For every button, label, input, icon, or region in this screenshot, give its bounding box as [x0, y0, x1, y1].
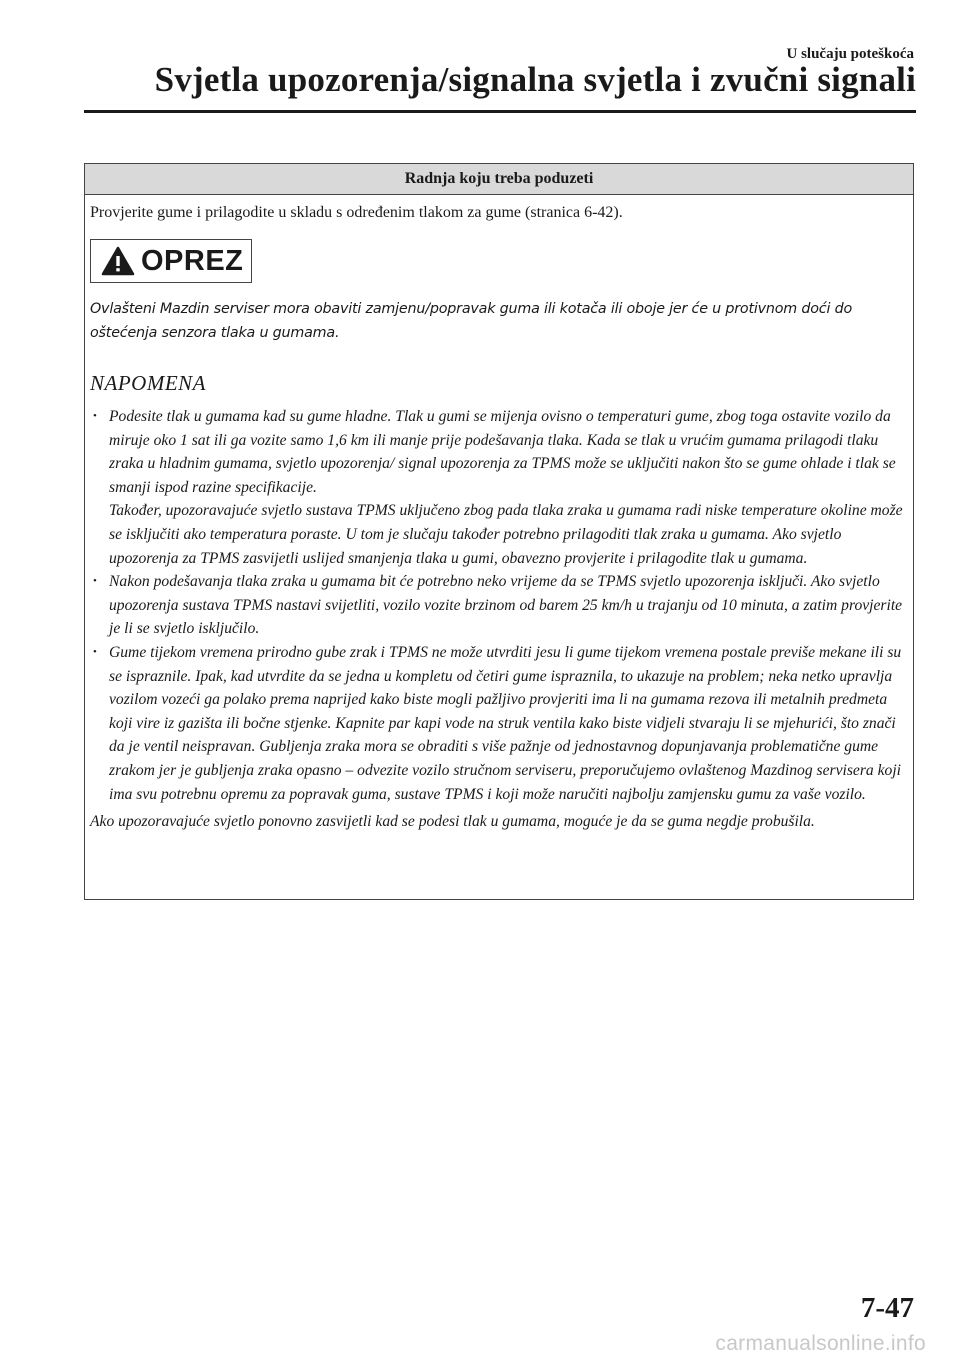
- note-list: [90, 405, 908, 806]
- page-number: 7-47: [860, 1292, 914, 1324]
- caution-text: Ovlašteni Mazdin serviser mora obaviti zamjenu/popravak guma ili kotača ili oboje jer će u protivnom doći do oštećenja senzora tlaka u gumama.: [90, 301, 852, 341]
- note-title: NAPOMENA: [90, 371, 206, 395]
- action-box-body: [85, 195, 913, 834]
- note-paragraph: • Nakon podešavanja tlaka zraka u gumama bit će potrebno neko vrijeme da se TPMS svjetlo upozorenja isključi. Ako svjetlo upozorenja sustava TPMS nastavi svijetliti, vozilo vozite brzinom od barem 25 km/h u trajanju od 10 minuta, a zatim provjerite je li se svjetlo isključilo.: [109, 573, 903, 638]
- note-paragraph: • Gume tijekom vremena prirodno gube zrak i TPMS ne može utvrditi jesu li gume tijekom vremena postale previše mekane ili su se ispraznile. Ipak, kad utvrdite da se jedna u kompletu od četiri gume ispraznila, to ukazuje na problem; neka netko upravlja vozilom vozeći ga polako prema naprijed kako biste mogli pažljivo provjeriti ima li na gumama rezova ili metalnih predmeta koji vire iz gazišta ili bočne stjenke. Kapnite par kapi vode na struk ventila kako biste vidjeli stvaraju li se mjehurići, što znači da je ventil neispravan. Gubljenja zraka mora se obraditi s više pažnje od jednostavnog dopunjavanja problematične gume zrakom jer je gubljenja zraka opasno – odvezite vozilo stručnom serviseru, preporučujemo ovlaštenog Mazdinog servisera koji ima svu potrebnu opremu za popravak guma, sustave TPMS i koji može naručiti najbolju zamjensku gumu za vaše vozilo.: [109, 643, 902, 803]
- warning-triangle-icon: [101, 246, 135, 276]
- action-intro: Provjerite gume i prilagodite u skladu s određenim tlakom za gume (stranica 6-42).: [90, 204, 623, 221]
- caution-badge: [90, 239, 252, 283]
- note-paragraph: • Podesite tlak u gumama kad su gume hladne. Tlak u gumi se mijenja ovisno o temperaturi gume, zbog toga ostavite vozilo da miruje oko 1 sat ili ga vozite samo 1,6 km ili manje prije podešavanja tlaka. Kada se tlak u vrućim gumama prilagodi tlaku zraka u hladnim gumama, svjetlo upozorenja/ signal upozorenja za TPMS može se uključiti nakon što se gume ohlade i tlak se smanji ispod razine specifikacije.: [109, 408, 896, 496]
- note-item: [90, 570, 908, 641]
- action-outro: Ako upozoravajuće svjetlo ponovno zasvijetli kad se podesi tlak u gumama, moguće je da se guma negdje probušila.: [90, 813, 815, 831]
- note-paragraph: Također, upozoravajuće svjetlo sustava TPMS uključeno zbog pada tlaka zraka u gumama radi niske temperature okoline može se isključiti ako temperatura poraste. U tom je slučaju također potrebno prilagoditi tlak zraka u gumama. Ako svjetlo upozorenja za TPMS zasvijetli uslijed smanjenja tlaka u gumi, obavezno provjerite i prilagodite tlak u gumama.: [109, 502, 903, 567]
- caution-label: OPREZ: [141, 245, 244, 277]
- note-item: [90, 641, 908, 806]
- note-item: [90, 405, 908, 570]
- header-rule: [84, 110, 916, 113]
- page-title: Svjetla upozorenja/signalna svjetla i zvučni signali: [154, 60, 916, 99]
- action-box: [84, 163, 914, 900]
- action-box-heading: Radnja koju treba poduzeti: [85, 164, 913, 195]
- watermark: carmanualsonline.info: [715, 1332, 926, 1355]
- section-label: U slučaju poteškoća: [786, 46, 914, 62]
